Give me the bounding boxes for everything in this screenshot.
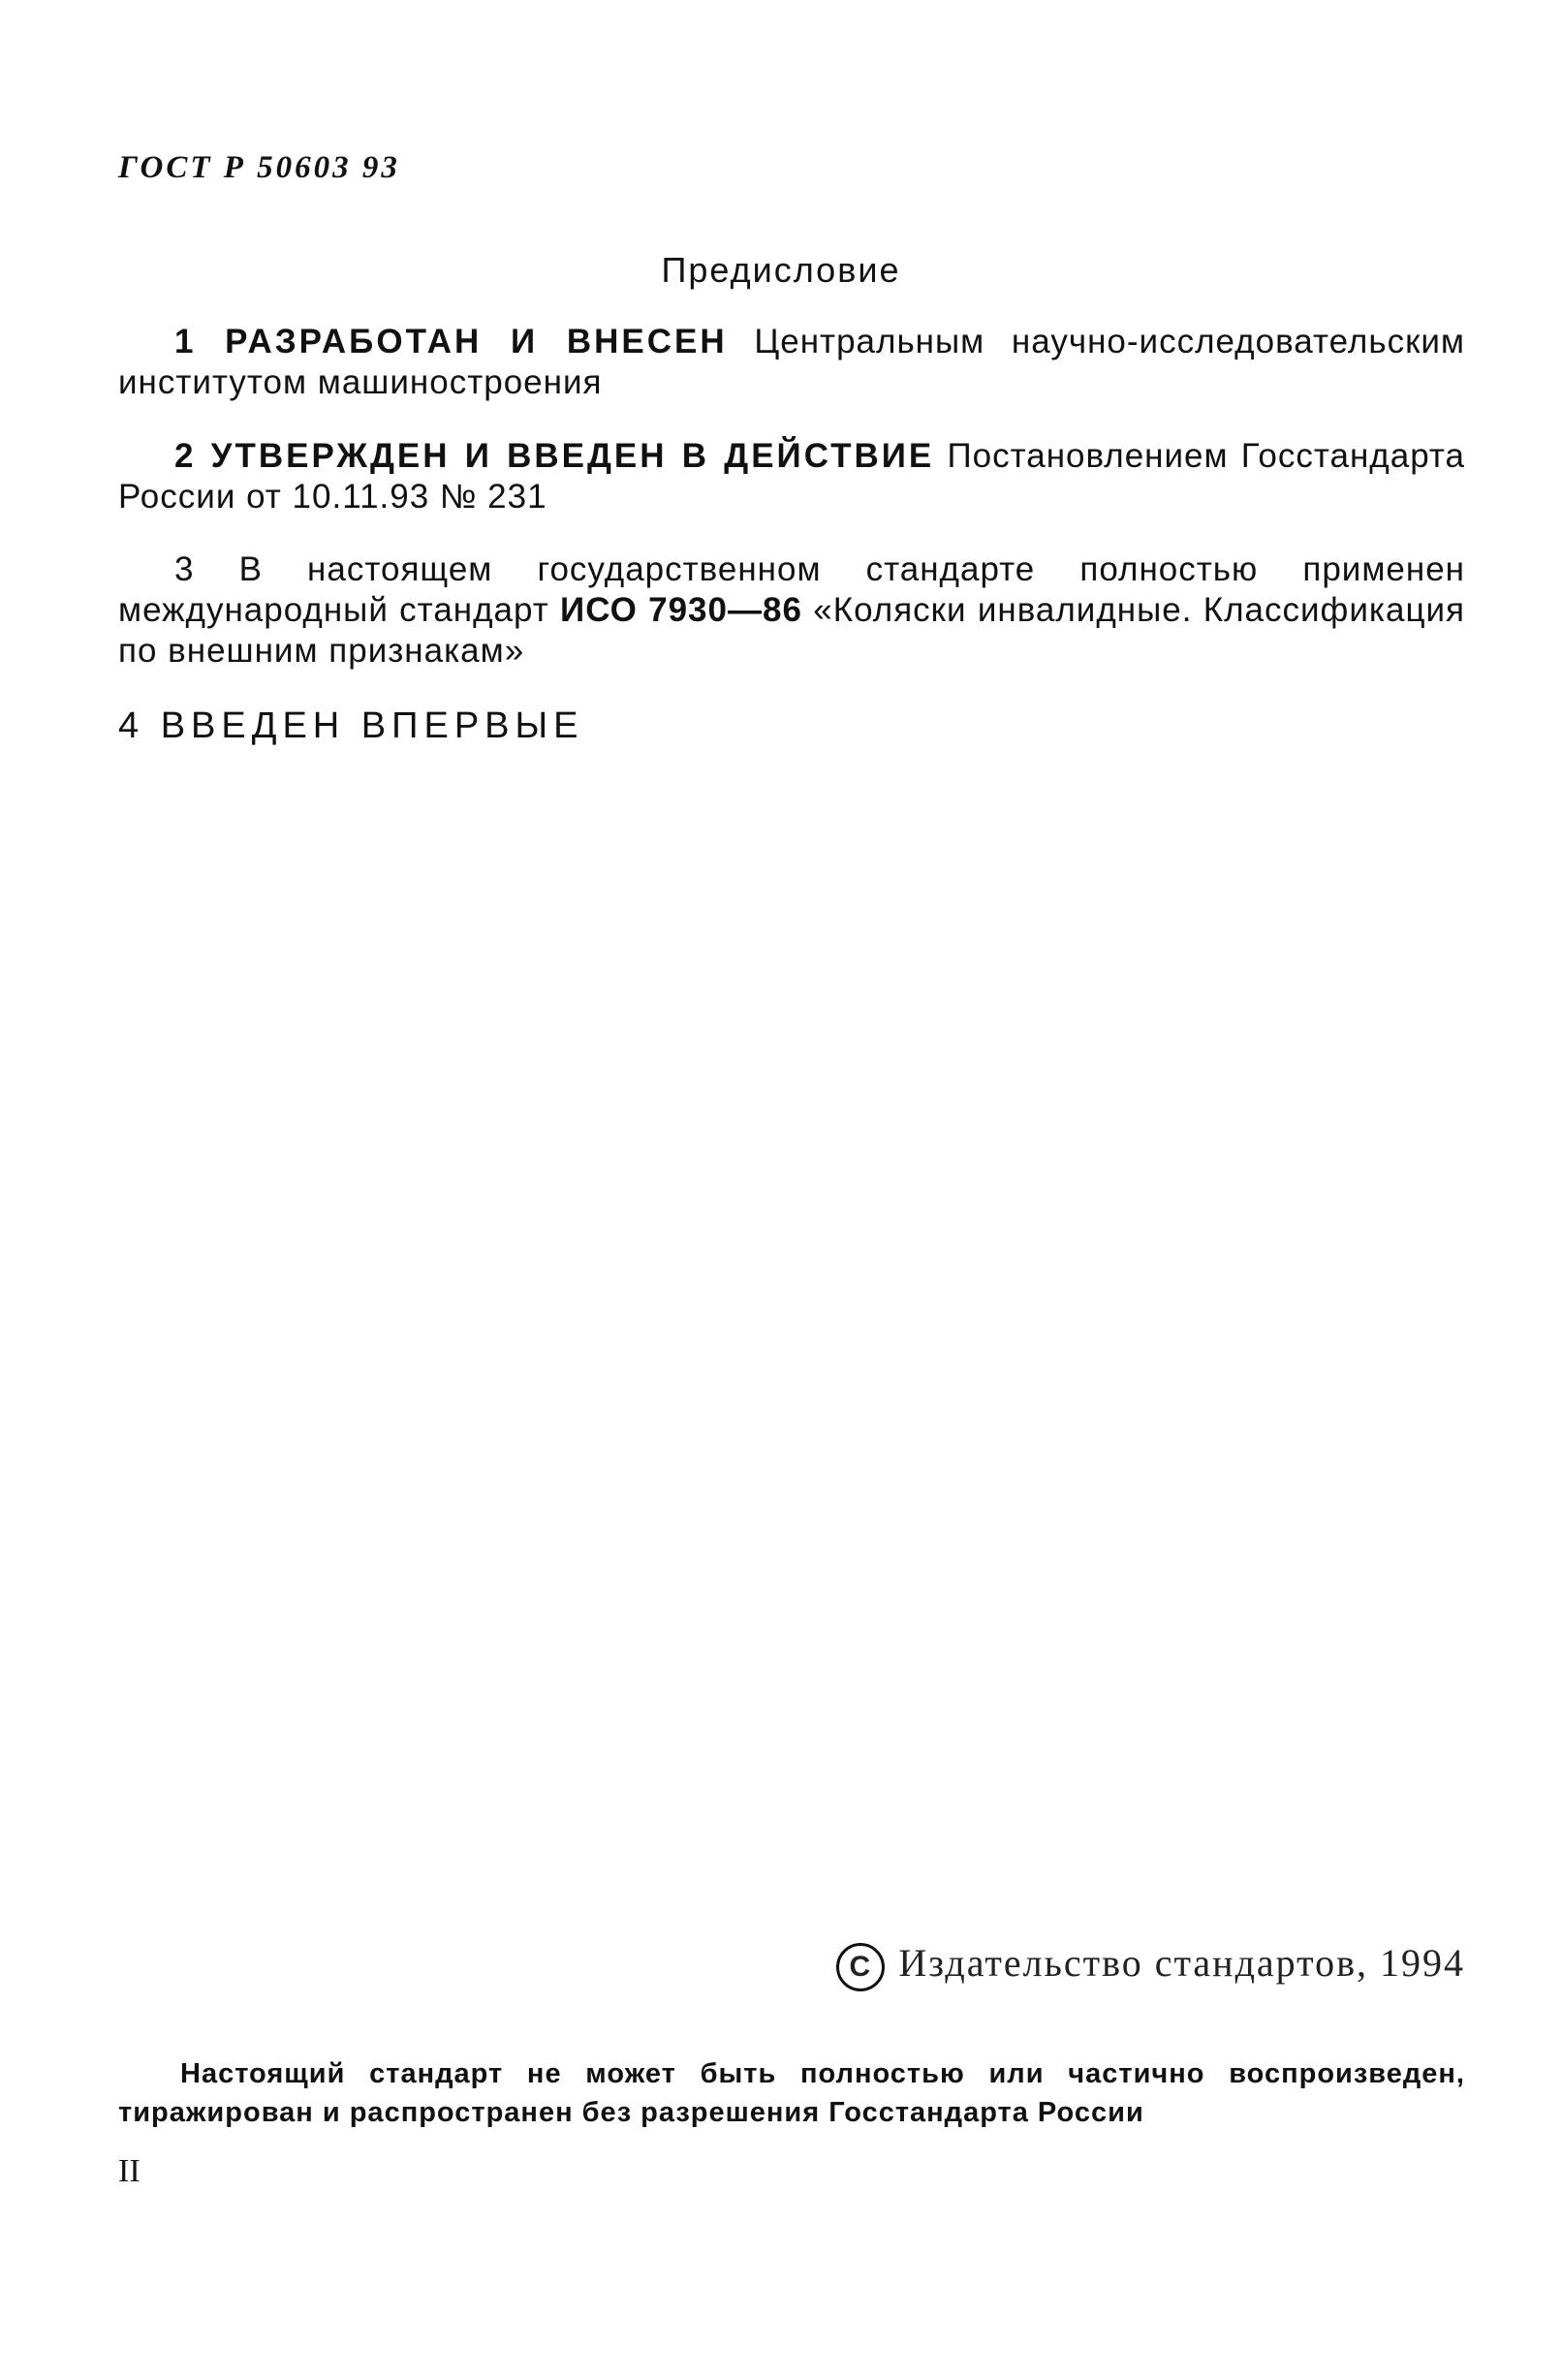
foreword-item-4 <box>118 705 1465 746</box>
foreword-item-1 <box>118 322 1465 403</box>
page-number: II <box>118 2153 141 2189</box>
copyright-line <box>836 1940 1465 1991</box>
item-4-label: 4 ВВЕДЕН ВПЕРВЫЕ <box>118 705 584 746</box>
copyright-text: Издательство стандартов, 1994 <box>898 1941 1465 1985</box>
item-2-text: Постановлением Госстандарта России от 10.11.93 № 231 <box>118 437 1465 516</box>
item-1-text: Центральным научно-исследовательским институтом машиностроения <box>118 323 1465 401</box>
copyright-icon: C <box>836 1943 885 1991</box>
section-title: Предисловие <box>661 250 901 290</box>
reproduction-notice <box>118 2054 1465 2132</box>
item-1-label: 1 РАЗРАБОТАН И ВНЕСЕН <box>174 323 728 360</box>
document-code: ГОСТ Р 50603 93 <box>118 150 400 185</box>
notice-text: Настоящий стандарт не может быть полностью или частично воспроизведен, тиражирован и распространен без разрешения Госстандарта России <box>118 2058 1465 2128</box>
foreword-item-2 <box>118 436 1465 517</box>
foreword-item-3 <box>118 549 1465 672</box>
item-2-label: 2 УТВЕРЖДЕН И ВВЕДЕН В ДЕЙСТВИЕ <box>174 437 935 475</box>
item-3-standard-ref: ИСО 7930—86 <box>560 591 802 629</box>
item-3-text-after: «Коляски инвалидные. Классификация по внешним признакам» <box>118 591 1466 670</box>
item-3-text-before: 3 В настоящем государственном стандарте полностью применен международный стандарт <box>118 550 1465 629</box>
